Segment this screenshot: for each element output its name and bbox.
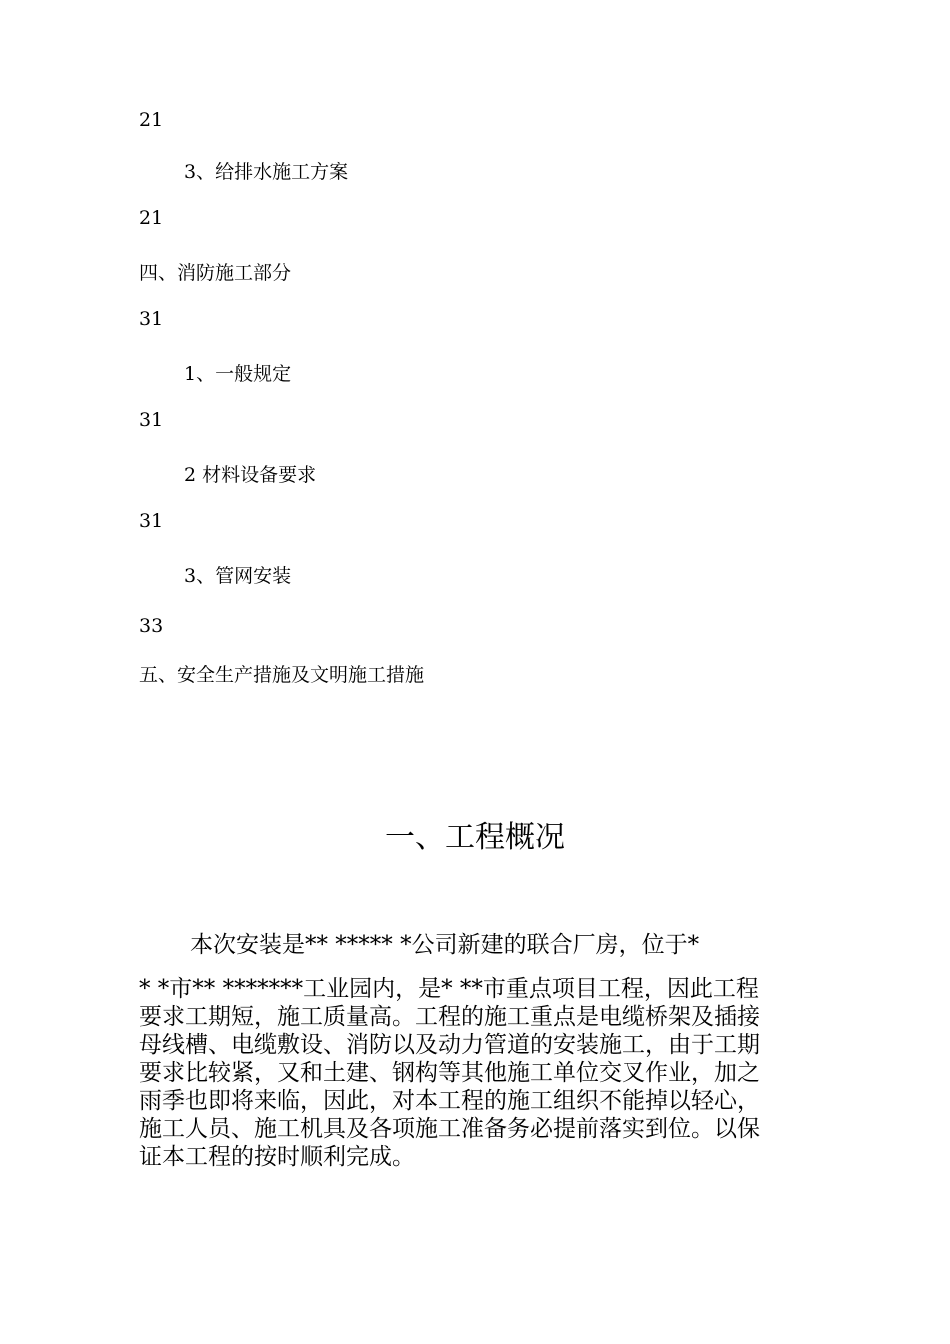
paragraph-line: 证本工程的按时顺利完成。 xyxy=(139,1144,415,1170)
paragraph-line: 施工人员、施工机具及各项施工准备务必提前落实到位。以保 xyxy=(139,1116,760,1142)
paragraph-line: 要求工期短，施工质量高。工程的施工重点是电缆桥架及插接 xyxy=(139,1004,760,1030)
paragraph-line: * *市** *******工业园内，是* **市重点项目工程，因此工程 xyxy=(139,976,759,1002)
toc-page-number: 31 xyxy=(139,510,164,532)
toc-entry-pipe-network-installation: 3、管网安装 xyxy=(184,565,292,587)
toc-page-number: 21 xyxy=(139,109,164,131)
toc-page-number: 21 xyxy=(139,207,164,229)
paragraph-line: 要求比较紧，又和土建、钢构等其他施工单位交叉作业，加之 xyxy=(139,1060,760,1086)
toc-entry-safety-civilized-construction: 五、安全生产措施及文明施工措施 xyxy=(139,664,425,686)
paragraph-body xyxy=(139,975,819,1171)
section-heading: 一、工程概况 xyxy=(385,820,565,855)
toc-entry-material-equipment-requirements: 2 材料设备要求 xyxy=(184,464,317,486)
paragraph-first-line: 本次安装是** ***** *公司新建的联合厂房，位于* xyxy=(190,932,700,958)
toc-page-number: 31 xyxy=(139,409,164,431)
toc-entry-fire-protection-section: 四、消防施工部分 xyxy=(139,262,292,284)
toc-page-number: 33 xyxy=(139,615,164,637)
paragraph-line: 母线槽、电缆敷设、消防以及动力管道的安装施工，由于工期 xyxy=(139,1032,760,1058)
toc-page-number: 31 xyxy=(139,308,164,330)
paragraph-line: 雨季也即将来临，因此，对本工程的施工组织不能掉以轻心， xyxy=(139,1088,760,1114)
toc-entry-water-supply-drainage-plan: 3、给排水施工方案 xyxy=(184,161,349,183)
toc-entry-general-rules: 1、一般规定 xyxy=(184,363,292,385)
